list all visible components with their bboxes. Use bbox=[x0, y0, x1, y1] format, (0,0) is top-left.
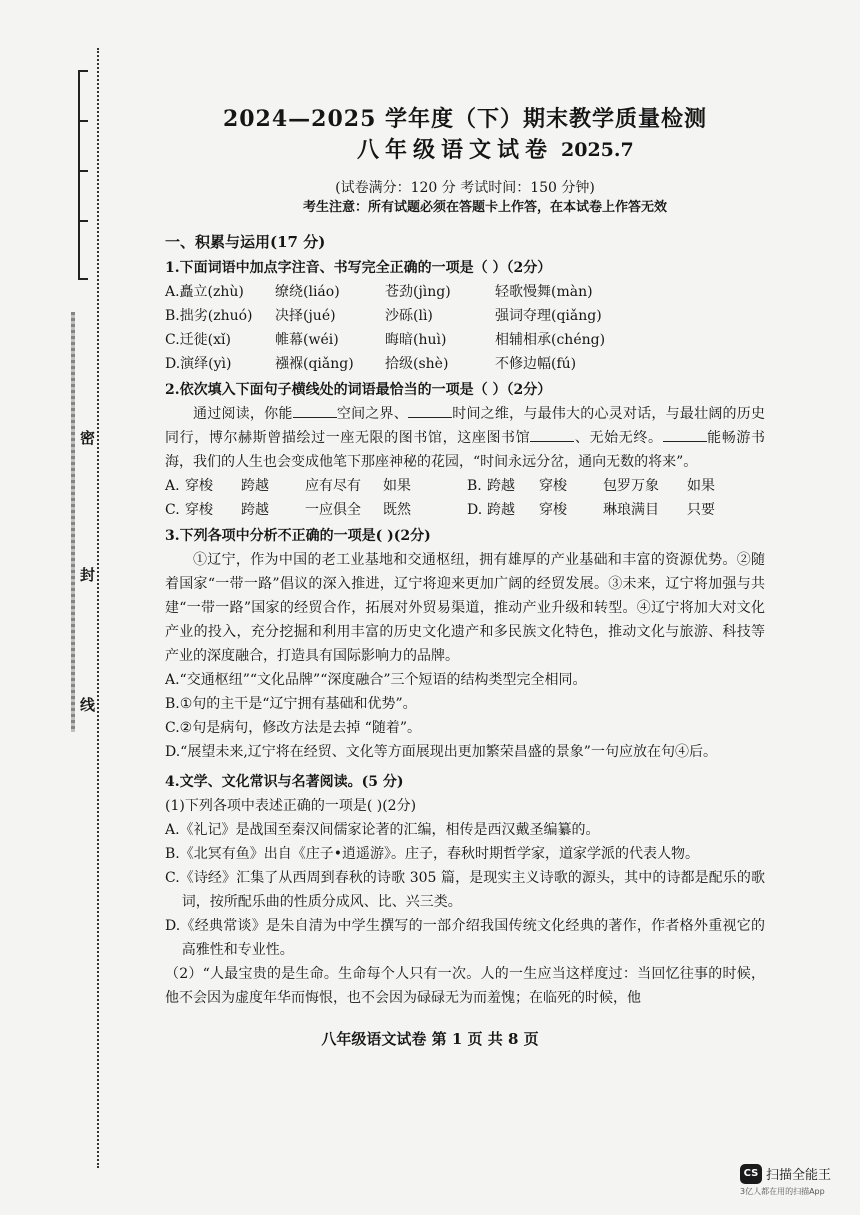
q1-options bbox=[165, 280, 765, 376]
q2-passage bbox=[165, 402, 765, 474]
option-cell: 琳琅满目 bbox=[603, 502, 659, 518]
option-cell: D. bbox=[467, 502, 483, 518]
option-cell: 跨越 bbox=[487, 502, 515, 518]
option-cell: 强词夺理(qiǎng) bbox=[495, 308, 602, 324]
margin-bracket bbox=[70, 70, 90, 280]
q4-option-c: C.《诗经》汇集了从西周到春秋的诗歌 305 篇，是现实主义诗歌的源头，其中的诗都是配乐的歌词，按所配乐曲的性质分成风、比、兴三类。 bbox=[165, 870, 765, 910]
option-cell: 拾级(shè) bbox=[385, 356, 449, 372]
option-cell: B. bbox=[467, 478, 482, 494]
option-cell: 包罗万象 bbox=[603, 478, 659, 494]
option-cell: 穿梭 bbox=[185, 502, 213, 518]
option-cell: 如果 bbox=[687, 478, 715, 494]
q3-option-c: C.②句是病句，修改方法是去掉 “随着”。 bbox=[165, 720, 421, 736]
exam-title: 2024—2025 学年度（下）期末教学质量检测 bbox=[222, 106, 708, 132]
option-cell: 跨越 bbox=[487, 478, 515, 494]
q4-stem: 4.文学、文化常识与名著阅读。(5 分) bbox=[165, 774, 404, 790]
q4-sub2: （2）“人最宝贵的是生命。生命每个人只有一次。人的一生应当这样度过：当回忆往事的时候，他不会因为虚度年华而悔恨，也不会因为碌碌无为而羞愧；在临死的时候，他 bbox=[165, 966, 765, 1006]
q3-option-b: B.①句的主干是“辽宁拥有基础和优势”。 bbox=[165, 696, 417, 712]
exam-notice: 考生注意：所有试题必须在答题卡上作答，在本试卷上作答无效 bbox=[302, 200, 667, 215]
q2-text: 能畅游书海，我们的人生也会变成他笔下那座神秘的花园，“时间永远分岔，通向无数的将来”。 bbox=[165, 430, 766, 470]
option-cell: B.拙劣(zhuó) bbox=[165, 308, 253, 324]
q2-text: 时间之维，与最伟大的心灵对话，与最壮阔的历史同行，博尔赫斯曾描绘过一座无限的图书馆，这座图书馆 bbox=[165, 406, 766, 446]
option-cell: 苍劲(jìng) bbox=[385, 284, 451, 300]
q3-passage: ①辽宁，作为中国的老工业基地和交通枢纽，拥有雄厚的产业基础和丰富的资源优势。②随着国家“一带一路”倡议的深入推进，辽宁将迎来更加广阔的经贸发展。③未来，辽宁将加强与共建“一带一路”国家的经贸合作，拓展对外贸易渠道，推动产业升级和转型。④辽宁将加大对文化产业的投入，充分挖掘和利用丰富的历史文化遗产和多民族文化特色，推动文化与旅游、科技等产业的深度融合，打造具有国际影响力的品牌。 bbox=[165, 552, 765, 664]
q3-option-a: A.“交通枢纽”“文化品牌”“深度融合”三个短语的结构类型完全相同。 bbox=[165, 672, 587, 688]
option-cell: 晦暗(huì) bbox=[385, 332, 447, 348]
q4-option-a: A.《礼记》是战国至秦汉间儒家论著的汇编，相传是西汉戴圣编纂的。 bbox=[165, 822, 600, 838]
option-cell: 穿梭 bbox=[539, 478, 567, 494]
q1-stem: 1.下面词语中加点字注音、书写完全正确的一项是（ ）（2分） bbox=[165, 260, 552, 276]
option-cell: 既然 bbox=[383, 502, 411, 518]
q2-text: 、无始无终。 bbox=[574, 430, 663, 446]
option-cell: 不修边幅(fú) bbox=[495, 356, 577, 372]
scan-artifact bbox=[71, 312, 75, 732]
exam-subtitle: 八年级语文试卷 bbox=[356, 137, 553, 163]
camscanner-logo-icon: CS bbox=[740, 1164, 762, 1184]
binding-char-mi: 密 bbox=[80, 425, 95, 450]
option-cell: C.迁徙(xǐ) bbox=[165, 332, 231, 348]
option-cell: 帷幕(wéi) bbox=[275, 332, 339, 348]
binding-dotted-line bbox=[97, 48, 99, 1168]
option-cell: 跨越 bbox=[241, 502, 269, 518]
app-tagline: 3亿人都在用的扫描App bbox=[740, 1186, 825, 1196]
answer-blank bbox=[293, 403, 337, 418]
q4-sub1-stem: (1)下列各项中表述正确的一项是( )(2分) bbox=[165, 798, 417, 814]
option-cell: 只要 bbox=[687, 502, 715, 518]
option-cell: 轻歌慢舞(màn) bbox=[495, 284, 593, 300]
q4-option-b: B.《北冥有鱼》出自《庄子•逍遥游》。庄子，春秋时期哲学家，道家学派的代表人物。 bbox=[165, 846, 699, 862]
option-cell: 应有尽有 bbox=[305, 478, 361, 494]
option-cell: 穿梭 bbox=[539, 502, 567, 518]
option-cell: 一应俱全 bbox=[305, 502, 361, 518]
q2-options bbox=[165, 474, 765, 522]
scanner-watermark bbox=[740, 1163, 831, 1197]
subtitle-row bbox=[145, 134, 765, 166]
option-cell: C. bbox=[165, 502, 180, 518]
q2-text: 空间之界、 bbox=[336, 406, 408, 422]
q2-stem: 2.依次填入下面句子横线处的词语最恰当的一项是（ ）（2分） bbox=[165, 382, 552, 398]
option-cell: 如果 bbox=[383, 478, 411, 494]
q3-option-d: D.“展望未来,辽宁将在经贸、文化等方面展现出更加繁荣昌盛的景象”一句应放在句④后。 bbox=[165, 744, 717, 760]
q2-text: 通过阅读，你能 bbox=[193, 406, 293, 422]
answer-blank bbox=[530, 427, 574, 442]
option-cell: 跨越 bbox=[241, 478, 269, 494]
option-cell: A. bbox=[165, 478, 180, 494]
option-cell: 沙砾(lì) bbox=[385, 308, 433, 324]
answer-blank bbox=[408, 403, 452, 418]
option-cell: 襁褓(qiǎng) bbox=[275, 356, 354, 372]
q4-option-d: D.《经典常谈》是朱自清为中学生撰写的一部介绍我国传统文化经典的著作，作者格外重视它的高雅性和专业性。 bbox=[165, 918, 765, 958]
option-cell: 缭绕(liáo) bbox=[275, 284, 340, 300]
page-footer: 八年级语文试卷 第 1 页 共 8 页 bbox=[321, 1030, 539, 1048]
exam-page bbox=[165, 104, 765, 1010]
binding-char-feng: 封 bbox=[80, 562, 95, 587]
exam-date: 2025.7 bbox=[561, 139, 634, 161]
binding-char-xian: 线 bbox=[80, 692, 95, 717]
option-cell: D.演绎(yì) bbox=[165, 356, 232, 372]
option-cell: 决择(jué) bbox=[275, 308, 336, 324]
q3-stem: 3.下列各项中分析不正确的一项是( )(2分) bbox=[165, 528, 431, 544]
option-cell: 穿梭 bbox=[185, 478, 213, 494]
exam-info: (试卷满分：120 分 考试时间：150 分钟) bbox=[335, 180, 595, 196]
option-cell: 相辅相承(chéng) bbox=[495, 332, 606, 348]
answer-blank bbox=[663, 427, 707, 442]
section-heading: 一、积累与运用(17 分) bbox=[165, 233, 326, 251]
app-name: 扫描全能王 bbox=[766, 1168, 832, 1183]
option-cell: A.矗立(zhù) bbox=[165, 284, 244, 300]
